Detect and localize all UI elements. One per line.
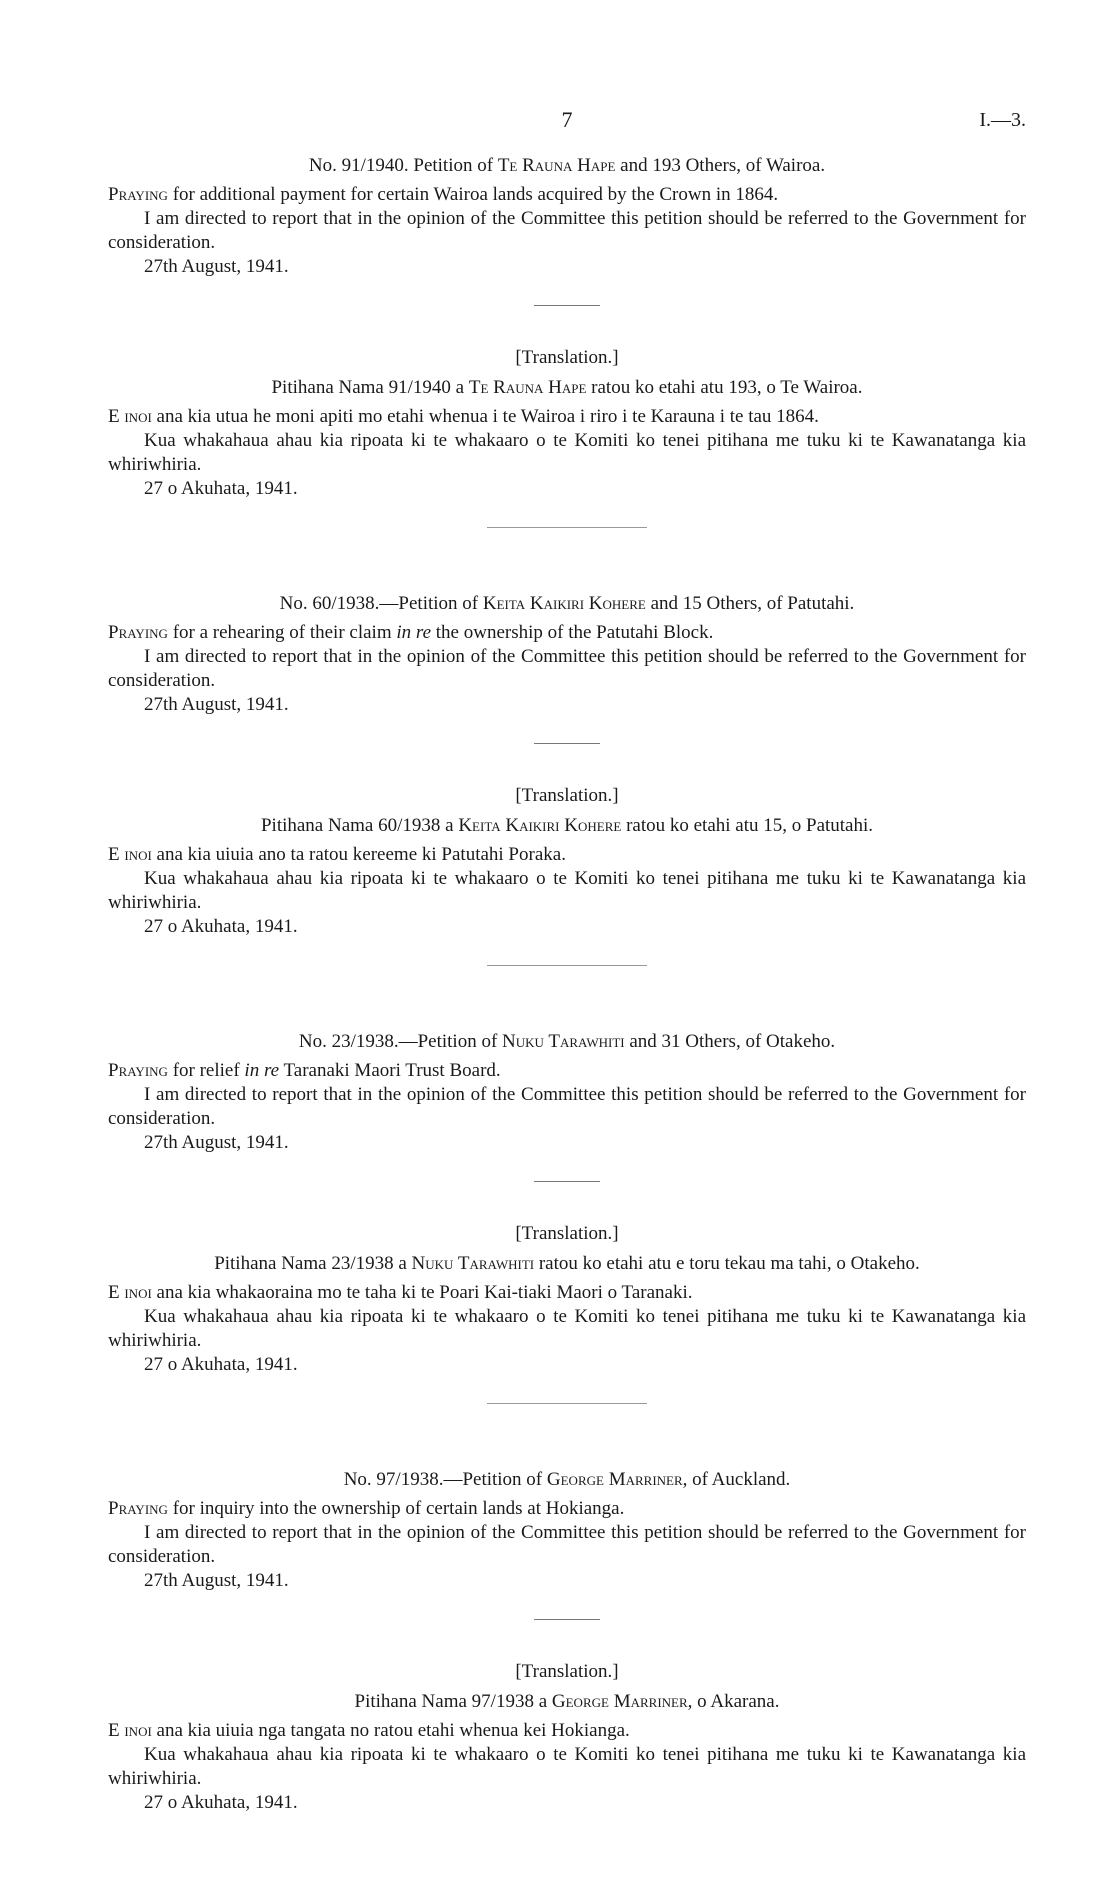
heading-prefix: Pitihana Nama 91/1940 a <box>271 377 465 398</box>
petitioner-name: Keita Kaikiri Kohere <box>482 593 646 614</box>
praying-lead: Praying <box>108 622 168 643</box>
praying-text: for a rehearing of their claim <box>172 622 392 643</box>
inoi-lead: E inoi <box>108 844 152 865</box>
translation-date: 27 o Akuhata, 1941. <box>144 478 298 499</box>
inoi-paragraph <box>108 843 1026 867</box>
praying-lead: Praying <box>108 184 168 205</box>
translation-section <box>108 346 1026 501</box>
heading-suffix: ratou ko etahi atu 193, o Te Wairoa. <box>591 377 863 398</box>
heading-prefix: No. 91/1940. Petition of <box>308 155 494 176</box>
heading-prefix: No. 23/1938.—Petition of <box>298 1031 498 1052</box>
page-number: 7 <box>561 107 573 132</box>
page-header <box>108 108 1026 138</box>
heading-suffix: ratou ko etahi atu e toru tekau ma tahi, o Otakeho. <box>538 1253 920 1274</box>
petition-heading <box>108 1030 1026 1054</box>
petitioner-name: Te Rauna Hape <box>468 377 587 398</box>
report-paragraph: I am directed to report that in the opinion of the Committee this petition should be referred to the Government for consideration. <box>108 646 1026 691</box>
heading-suffix: ratou ko etahi atu 15, o Patutahi. <box>626 815 874 836</box>
translation-label: [Translation.] <box>515 1661 619 1682</box>
petitioner-name: George Marriner, <box>546 1469 688 1490</box>
inoi-text: ana kia uiuia ano ta ratou kereeme ki Patutahi Poraka. <box>156 844 566 865</box>
petitioner-name: Nuku Tarawhiti <box>411 1253 535 1274</box>
praying-text: the ownership of the Patutahi Block. <box>435 622 714 643</box>
heading-suffix: o Akarana. <box>697 1691 780 1712</box>
document-reference: I.—3. <box>979 109 1026 131</box>
inoi-text: ana kia whakaoraina mo te taha ki te Poari Kai-tiaki Maori o Taranaki. <box>156 1282 693 1303</box>
latin-phrase: in re <box>396 622 432 643</box>
praying-lead: Praying <box>108 1060 168 1081</box>
inoi-lead: E inoi <box>108 1282 152 1303</box>
praying-paragraph <box>108 1497 1026 1521</box>
petition-section <box>108 592 1026 717</box>
translation-report: Kua whakahaua ahau kia ripoata ki te whakaaro o te Komiti ko tenei pitihana me tuku ki te Kawanatanga kia whiriwhiria. <box>108 1306 1026 1351</box>
report-date: 27th August, 1941. <box>144 256 289 277</box>
heading-prefix: No. 97/1938.—Petition of <box>343 1469 543 1490</box>
translation-report: Kua whakahaua ahau kia ripoata ki te whakaaro o te Komiti ko tenei pitihana me tuku ki te Kawanatanga kia whiriwhiria. <box>108 1744 1026 1789</box>
translation-section <box>108 1660 1026 1815</box>
report-date: 27th August, 1941. <box>144 694 289 715</box>
inoi-paragraph <box>108 405 1026 429</box>
praying-text: Taranaki Maori Trust Board. <box>283 1060 501 1081</box>
translation-date: 27 o Akuhata, 1941. <box>144 1792 298 1813</box>
translation-heading <box>108 814 1026 838</box>
petition-section <box>108 154 1026 279</box>
praying-paragraph <box>108 183 1026 207</box>
praying-text: for inquiry into the ownership of certain lands at Hokianga. <box>172 1498 625 1519</box>
translation-section <box>108 784 1026 939</box>
document-page <box>108 108 1026 1815</box>
translation-report: Kua whakahaua ahau kia ripoata ki te whakaaro o te Komiti ko tenei pitihana me tuku ki te Kawanatanga kia whiriwhiria. <box>108 868 1026 913</box>
inoi-lead: E inoi <box>108 1720 152 1741</box>
inoi-lead: E inoi <box>108 406 152 427</box>
heading-prefix: Pitihana Nama 23/1938 a <box>214 1253 407 1274</box>
praying-paragraph <box>108 621 1026 645</box>
praying-paragraph <box>108 1059 1026 1083</box>
translation-section <box>108 1222 1026 1377</box>
petition-heading <box>108 1468 1026 1492</box>
translation-heading <box>108 1690 1026 1714</box>
heading-prefix: Pitihana Nama 97/1938 a <box>354 1691 548 1712</box>
inoi-paragraph <box>108 1281 1026 1305</box>
petition-heading <box>108 592 1026 616</box>
heading-suffix: and 31 Others, of Otakeho. <box>629 1031 836 1052</box>
report-date: 27th August, 1941. <box>144 1132 289 1153</box>
petitioner-name: Keita Kaikiri Kohere <box>458 815 622 836</box>
translation-heading <box>108 376 1026 400</box>
inoi-text: ana kia uiuia nga tangata no ratou etahi whenua kei Hokianga. <box>156 1720 630 1741</box>
praying-text: for additional payment for certain Wairoa lands acquired by the Crown in 1864. <box>172 184 779 205</box>
report-paragraph: I am directed to report that in the opinion of the Committee this petition should be referred to the Government for consideration. <box>108 1084 1026 1129</box>
petition-section <box>108 1030 1026 1155</box>
translation-label: [Translation.] <box>515 785 619 806</box>
translation-date: 27 o Akuhata, 1941. <box>144 916 298 937</box>
latin-phrase: in re <box>244 1060 280 1081</box>
heading-suffix: and 193 Others, of Wairoa. <box>620 155 826 176</box>
heading-suffix: and 15 Others, of Patutahi. <box>650 593 855 614</box>
petitioner-name: Nuku Tarawhiti <box>502 1031 625 1052</box>
translation-heading <box>108 1252 1026 1276</box>
translation-label: [Translation.] <box>515 347 619 368</box>
inoi-text: ana kia utua he moni apiti mo etahi whenua i te Wairoa i riro i te Karauna i te tau 1864. <box>156 406 819 427</box>
praying-lead: Praying <box>108 1498 168 1519</box>
report-date: 27th August, 1941. <box>144 1570 289 1591</box>
report-paragraph: I am directed to report that in the opinion of the Committee this petition should be referred to the Government for consideration. <box>108 208 1026 253</box>
translation-label: [Translation.] <box>515 1223 619 1244</box>
translation-report: Kua whakahaua ahau kia ripoata ki te whakaaro o te Komiti ko tenei pitihana me tuku ki te Kawanatanga kia whiriwhiria. <box>108 430 1026 475</box>
inoi-paragraph <box>108 1719 1026 1743</box>
petitioner-name: George Marriner, <box>551 1691 693 1712</box>
petition-heading <box>108 154 1026 178</box>
translation-date: 27 o Akuhata, 1941. <box>144 1354 298 1375</box>
heading-prefix: Pitihana Nama 60/1938 a <box>260 815 454 836</box>
petition-section <box>108 1468 1026 1593</box>
praying-text: for relief <box>172 1060 240 1081</box>
heading-suffix: of Auckland. <box>692 1469 791 1490</box>
report-paragraph: I am directed to report that in the opinion of the Committee this petition should be referred to the Government for consideration. <box>108 1522 1026 1567</box>
heading-prefix: No. 60/1938.—Petition of <box>279 593 479 614</box>
petitioner-name: Te Rauna Hape <box>497 155 616 176</box>
